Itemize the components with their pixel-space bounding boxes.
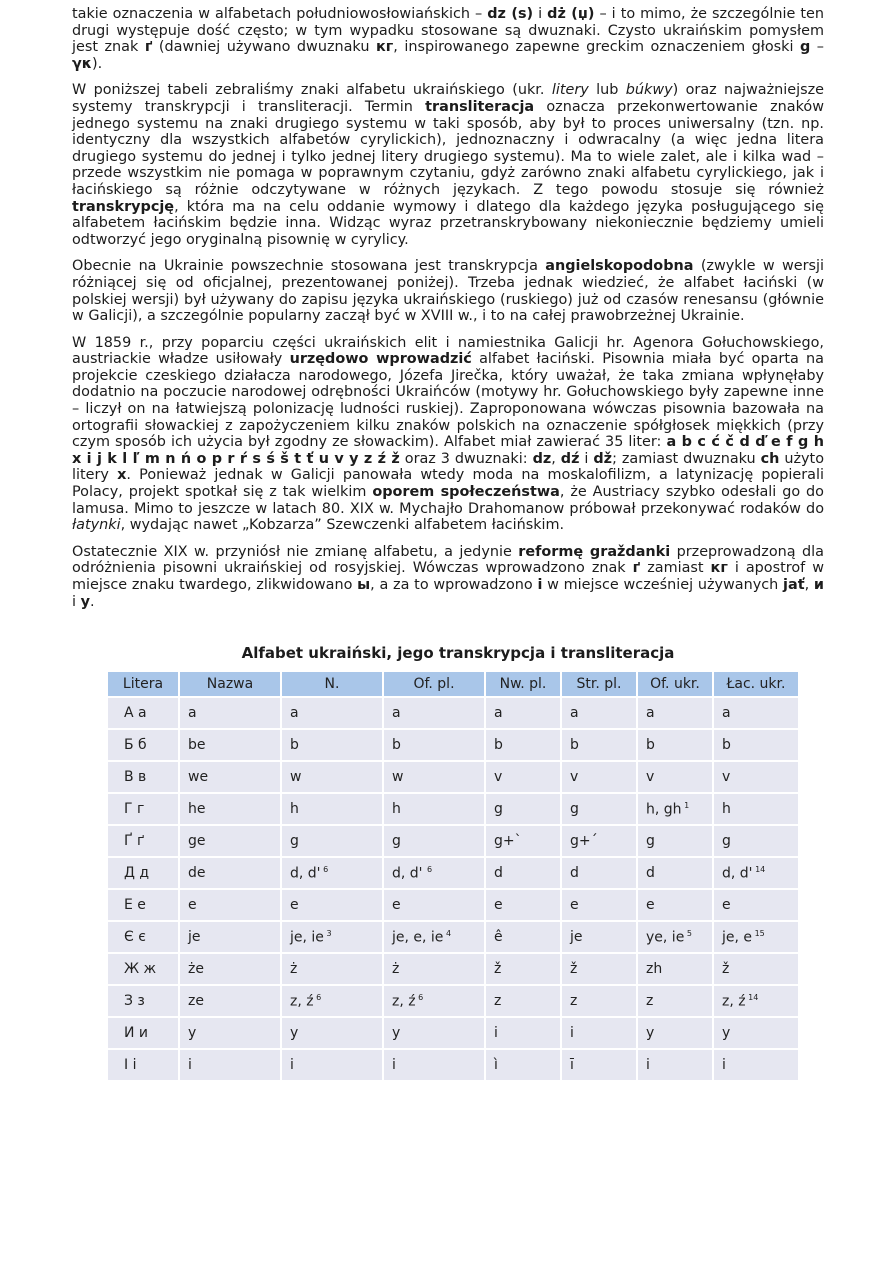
footnote-ref: 14 <box>752 864 766 874</box>
italic-text: búkwy <box>625 82 673 99</box>
text-run: Obecnie na Ukrainie powszechnie stosowana jest transkrypcja <box>72 258 546 275</box>
text-run: ; zamiast dwuznaku <box>612 450 761 467</box>
table-cell <box>180 1018 280 1048</box>
table-cell <box>180 986 280 1016</box>
text-run: ) oraz najważniejsze systemy transkrypcji i transliteracji. Termin <box>72 82 825 115</box>
cell-text: e <box>570 897 579 914</box>
table-cell <box>108 922 178 952</box>
table-cell <box>282 826 382 856</box>
table-cell <box>282 1018 382 1048</box>
cell-text: d <box>494 865 503 882</box>
bold-text: a b c ć č d ď e f g h x i j k l ľ m n ń o p r ŕ s ś š t ť u v y z ź ž <box>72 434 824 467</box>
table-cell <box>562 826 636 856</box>
table-cell <box>108 730 178 760</box>
table-cell <box>714 730 798 760</box>
paragraph <box>72 544 824 610</box>
cell-text: g+` <box>494 833 522 850</box>
cell-text: je, ie <box>290 929 324 946</box>
cell-text: e <box>722 897 731 914</box>
table-cell <box>384 1050 484 1080</box>
cell-text: ge <box>188 833 206 850</box>
body-text <box>72 6 824 610</box>
footnote-ref: 1 <box>681 800 690 810</box>
table-cell <box>638 890 712 920</box>
table-cell <box>714 1050 798 1080</box>
cell-text: e <box>290 897 299 914</box>
bold-text: кг <box>375 39 394 56</box>
cell-text: v <box>494 769 503 786</box>
column-header: N. <box>282 672 382 696</box>
italic-text: litery <box>551 82 589 99</box>
cell-text: zh <box>646 961 663 978</box>
cell-text: de <box>188 865 206 882</box>
text-run: (dawniej używano dwuznaku <box>152 39 376 56</box>
table-row <box>108 762 798 792</box>
table-cell <box>486 1050 560 1080</box>
cell-text: И и <box>124 1025 149 1042</box>
cell-text: d, d' <box>290 865 321 882</box>
bold-text: oporem społeczeństwa <box>372 484 560 501</box>
table-cell <box>562 922 636 952</box>
table-row <box>108 922 798 952</box>
cell-text: h <box>722 801 731 818</box>
table-row <box>108 890 798 920</box>
cell-text: g <box>392 833 401 850</box>
table-cell <box>638 730 712 760</box>
cell-text: А а <box>124 705 147 722</box>
cell-text: i <box>392 1057 396 1074</box>
table-cell <box>108 858 178 888</box>
table-cell <box>282 858 382 888</box>
table-cell <box>486 922 560 952</box>
cell-text: g <box>646 833 655 850</box>
table-cell <box>638 954 712 984</box>
bold-text: ґ <box>632 560 641 577</box>
table-cell <box>282 922 382 952</box>
cell-text: ż <box>290 961 298 978</box>
table-cell <box>714 890 798 920</box>
bold-text: urzędowo wprowadzić <box>289 351 472 368</box>
text-run: i <box>579 450 594 467</box>
cell-text: z, ź <box>290 993 314 1010</box>
cell-text: g <box>722 833 731 850</box>
footnote-ref: 6 <box>320 864 329 874</box>
footnote-ref: 4 <box>443 928 452 938</box>
table-cell <box>562 1050 636 1080</box>
table-cell <box>486 986 560 1016</box>
table-title: Alfabet ukraiński, jego transkrypcja i transliteracja <box>241 644 675 663</box>
table-cell <box>282 698 382 728</box>
cell-text: je, e <box>722 929 753 946</box>
table-row <box>108 986 798 1016</box>
text-run: , <box>804 577 814 593</box>
text-run: , która ma na celu oddanie wymowy i dlatego dla każdego języka posługującego się alfabetem łacińskim będzie inna. Widząc wyraz przetranskrybowany niekoniecznie będziemy umieli odtworzyć jego oryginalną pisownię w cyrylicy. <box>72 198 824 248</box>
cell-text: y <box>722 1025 731 1042</box>
cell-text: g <box>290 833 299 850</box>
cell-text: Г г <box>124 801 145 818</box>
table-cell <box>562 730 636 760</box>
table-cell <box>180 922 280 952</box>
table-cell <box>714 858 798 888</box>
table-cell <box>562 794 636 824</box>
table-cell <box>384 730 484 760</box>
table-cell <box>486 826 560 856</box>
table-cell <box>562 986 636 1016</box>
table-cell <box>282 1050 382 1080</box>
table-cell <box>562 762 636 792</box>
table-cell <box>486 762 560 792</box>
table-row <box>108 794 798 824</box>
cell-text: i <box>570 1025 574 1042</box>
text-run: , a za to wprowadzono <box>370 577 538 593</box>
table-cell <box>180 730 280 760</box>
text-run: (zwykle w wersji różniącej się od oficjalnej, prezentowanej poniżej). Trzeba jednak wiedzieć, że alfabet łaciński (w polskiej wersji) był używany do zapisu języka ukraińskiego (ruskiego) już od czasów renesansu (głównie w Galicji), a szczególnie popularny zaczął być w XVIII w., i to na całej prawobrzeżnej Ukrainie. <box>72 258 824 325</box>
cell-text: a <box>646 705 655 722</box>
column-header: Łac. ukr. <box>714 672 798 696</box>
table-cell <box>384 698 484 728</box>
cell-text: y <box>188 1025 197 1042</box>
table-cell <box>562 1018 636 1048</box>
table-body <box>108 698 798 1080</box>
paragraph <box>72 335 824 534</box>
cell-text: v <box>646 769 655 786</box>
table-cell <box>282 890 382 920</box>
cell-text: d <box>570 865 579 882</box>
footnote-ref: 14 <box>745 992 759 1002</box>
table-row <box>108 1050 798 1080</box>
cell-text: З з <box>124 993 145 1010</box>
text-run: . <box>89 593 95 610</box>
cell-text: ye, ie <box>646 929 685 946</box>
cell-text: y <box>646 1025 655 1042</box>
table-cell <box>108 762 178 792</box>
table-cell <box>486 890 560 920</box>
footnote-ref: 5 <box>684 928 692 938</box>
table-cell <box>714 698 798 728</box>
cell-text: h <box>290 801 299 818</box>
cell-text: e <box>646 897 655 914</box>
table-cell <box>384 890 484 920</box>
table-row <box>108 826 798 856</box>
text-run: alfabet łaciński. Pisownia miała być oparta na projekcie czeskiego działacza narodowego, Józefa Jirečka, który uważał, że taka zmiana wpłynęłaby dodatnio na poczucie narodowej odrębności Ukraińców (motywy hr. Gołuchowskiego były zapewne inne – liczył on na łatwiejszą polonizację ludności ruskiej). Zaproponowana wówczas pisownia bazowała na ortografii słowackiej z zapożyczeniem kilku znaków polskich na oznaczenie spółgłosek miękkich (przy czym sposób ich użycia był zgodny ze słowackim). Alfabet miał zawierać 35 liter: <box>72 351 824 451</box>
text-run: W poniższej tabeli zebraliśmy znaki alfabetu ukraińskiego (ukr. <box>72 82 552 99</box>
cell-text: В в <box>124 769 147 786</box>
text-run: . Ponieważ jednak w Galicji panowała wtedy moda na moskalofilizm, a latynizację popierali Polacy, projekt spotkał się z tak wielkim <box>72 467 824 501</box>
document-page <box>72 6 824 1082</box>
bold-text: reformę graždanki <box>518 543 671 560</box>
table-cell <box>180 794 280 824</box>
cell-text: a <box>392 705 401 722</box>
cell-text: e <box>494 897 503 914</box>
cell-text: y <box>392 1025 401 1042</box>
italic-text: łatynki <box>72 517 121 534</box>
paragraph <box>72 258 824 324</box>
table-cell <box>562 890 636 920</box>
table-cell <box>638 1018 712 1048</box>
table-cell <box>562 698 636 728</box>
text-run: ). <box>92 55 103 72</box>
bold-text: и <box>813 577 824 593</box>
table-row <box>108 858 798 888</box>
text-run: i apostrof w miejsce znaku twardego, zlikwidowano <box>72 560 824 593</box>
table-cell <box>714 922 798 952</box>
table-cell <box>282 730 382 760</box>
table-cell <box>108 826 178 856</box>
table-cell <box>180 858 280 888</box>
table-cell <box>384 922 484 952</box>
table-cell <box>638 986 712 1016</box>
cell-text: d, d' <box>392 865 427 882</box>
table-cell <box>108 698 178 728</box>
text-run: użyto litery <box>72 450 825 484</box>
cell-text: v <box>722 769 731 786</box>
footnote-ref: 15 <box>752 928 765 938</box>
table-cell <box>180 762 280 792</box>
cell-text: je <box>570 929 583 946</box>
bold-text: кг <box>710 560 728 577</box>
table-cell <box>714 1018 798 1048</box>
column-header: Str. pl. <box>562 672 636 696</box>
cell-text: Е е <box>124 897 146 914</box>
cell-text: w <box>290 769 302 786</box>
bold-text: y <box>80 593 90 610</box>
table-cell <box>638 794 712 824</box>
bold-text: і <box>537 577 543 593</box>
table-header-row <box>108 672 798 696</box>
text-run: , inspirowanego zapewne greckim oznaczeniem głoski <box>393 39 800 56</box>
bold-text: dž <box>593 450 613 467</box>
table-cell <box>108 794 178 824</box>
text-run: oraz 3 dwuznaki: <box>399 450 533 467</box>
bold-text: g <box>799 39 811 56</box>
text-run: Ostatecznie XIX w. przyniósł nie zmianę alfabetu, a jedynie <box>72 543 519 560</box>
cell-text: a <box>188 705 197 722</box>
cell-text: d <box>646 865 655 882</box>
column-header: Litera <box>108 672 178 696</box>
text-run: – <box>810 39 825 56</box>
table-cell <box>384 1018 484 1048</box>
paragraph <box>72 82 824 248</box>
table-cell <box>180 890 280 920</box>
table-cell <box>108 954 178 984</box>
text-run: , <box>551 450 561 467</box>
cell-text: ì <box>494 1057 498 1074</box>
cell-text: ž <box>570 961 578 978</box>
column-header: Nazwa <box>180 672 280 696</box>
text-run: W 1859 r., przy poparciu części ukraińskich elit i namiestnika Galicji hr. Agenora Gołuchowskiego, austriackie władze usiłowały <box>72 334 824 368</box>
table-cell <box>180 954 280 984</box>
cell-text: a <box>494 705 503 722</box>
cell-text: i <box>494 1025 498 1042</box>
cell-text: i <box>722 1057 726 1074</box>
alphabet-table <box>106 670 800 1082</box>
column-header: Of. pl. <box>384 672 484 696</box>
cell-text: Є є <box>124 929 146 946</box>
table-cell <box>108 1050 178 1080</box>
table-cell <box>384 762 484 792</box>
bold-text: transkrypcję <box>72 198 175 215</box>
table-cell <box>486 1018 560 1048</box>
cell-text: że <box>188 961 204 978</box>
cell-text: z, ź <box>392 993 416 1010</box>
cell-text: ž <box>494 961 502 978</box>
paragraph <box>72 6 824 72</box>
cell-text: ż <box>392 961 400 978</box>
text-run: zamiast <box>640 560 711 577</box>
table-cell <box>486 794 560 824</box>
table-row <box>108 1018 798 1048</box>
cell-text: h, gh <box>646 801 682 818</box>
text-run: , że Austriacy szybko odesłali go do lamusa. Mimo to jeszcze w latach 80. XIX w. Mychajło Drahomanow próbował przekonywać rodaków do <box>72 484 824 517</box>
table-cell <box>714 986 798 1016</box>
footnote-ref: 6 <box>415 992 424 1002</box>
table-cell <box>282 762 382 792</box>
cell-text: g+´ <box>570 833 598 850</box>
cell-text: je, e, ie <box>392 929 444 946</box>
table-cell <box>486 858 560 888</box>
bold-text: jať <box>783 577 805 593</box>
table-cell <box>562 858 636 888</box>
cell-text: b <box>392 737 401 754</box>
cell-text: i <box>646 1057 650 1074</box>
table-cell <box>714 794 798 824</box>
table-cell <box>180 698 280 728</box>
table-cell <box>714 762 798 792</box>
table-cell <box>638 1050 712 1080</box>
bold-text: x <box>117 467 127 484</box>
cell-text: z <box>494 993 502 1010</box>
cell-text: z, ź <box>722 993 746 1010</box>
table-cell <box>180 826 280 856</box>
table-cell <box>714 826 798 856</box>
cell-text: ž <box>722 961 730 978</box>
text-run: , wydając nawet „Kobzarza” Szewczenki alfabetem łacińskim. <box>120 517 565 534</box>
bold-text: dz <box>532 450 552 467</box>
table-cell <box>282 954 382 984</box>
column-header: Nw. pl. <box>486 672 560 696</box>
cell-text: z <box>570 993 578 1010</box>
table-cell <box>108 986 178 1016</box>
bold-text: γκ <box>72 55 93 72</box>
bold-text: ґ <box>144 39 153 56</box>
cell-text: y <box>290 1025 299 1042</box>
cell-text: b <box>722 737 731 754</box>
table-cell <box>384 826 484 856</box>
table-cell <box>384 858 484 888</box>
cell-text: e <box>188 897 197 914</box>
bold-text: dź <box>560 450 580 467</box>
text-run: i <box>72 593 81 610</box>
cell-text: be <box>188 737 206 754</box>
column-header: Of. ukr. <box>638 672 712 696</box>
cell-text: d, d' <box>722 865 753 882</box>
footnote-ref: 6 <box>426 864 433 874</box>
table-cell <box>282 986 382 1016</box>
cell-text: b <box>646 737 655 754</box>
bold-text: dz (s) <box>487 6 534 22</box>
cell-text: a <box>722 705 731 722</box>
table-cell <box>638 698 712 728</box>
cell-text: Ґ ґ <box>124 833 145 850</box>
table-cell <box>638 826 712 856</box>
cell-text: ze <box>188 993 204 1010</box>
table-cell <box>384 794 484 824</box>
text-run: przeprowadzoną dla odróżnienia pisowni ukraińskiej od rosyjskiej. Wówczas wprowadzono znak <box>72 543 824 577</box>
bold-text: angielskopodobna <box>545 258 694 275</box>
cell-text: i <box>290 1057 294 1074</box>
cell-text: e <box>392 897 401 914</box>
table-cell <box>384 986 484 1016</box>
text-run: lub <box>588 82 626 99</box>
cell-text: g <box>570 801 579 818</box>
cell-text: Д д <box>124 865 150 882</box>
cell-text: ê <box>494 929 503 946</box>
text-run: – i to mimo, że szczególnie ten drugi występuje dość często; w tym wypadku stosowane są dwuznaki. Czysto ukraińskim pomysłem jest znak <box>72 6 824 56</box>
cell-text: Б б <box>124 737 147 754</box>
bold-text: ы <box>357 577 371 593</box>
cell-text: І і <box>124 1057 137 1074</box>
bold-text: ch <box>760 450 780 467</box>
table-cell <box>638 858 712 888</box>
footnote-ref: 3 <box>323 928 332 938</box>
cell-text: b <box>570 737 579 754</box>
table-row <box>108 954 798 984</box>
table-cell <box>638 922 712 952</box>
table-cell <box>108 1018 178 1048</box>
table-cell <box>562 954 636 984</box>
cell-text: Ж ж <box>124 961 157 978</box>
cell-text: b <box>290 737 299 754</box>
table-cell <box>486 698 560 728</box>
cell-text: we <box>188 769 209 786</box>
table-cell <box>638 762 712 792</box>
cell-text: i <box>188 1057 192 1074</box>
table-cell <box>180 1050 280 1080</box>
cell-text: ī <box>570 1057 574 1074</box>
text-run: w miejsce wcześniej używanych <box>542 577 784 593</box>
cell-text: je <box>188 929 201 946</box>
cell-text: b <box>494 737 503 754</box>
cell-text: h <box>392 801 401 818</box>
cell-text: w <box>392 769 404 786</box>
bold-text: transliteracja <box>425 98 535 115</box>
cell-text: he <box>188 801 206 818</box>
cell-text: a <box>570 705 579 722</box>
text-run: takie oznaczenia w alfabetach południowosłowiańskich – <box>72 6 488 22</box>
table-row <box>108 730 798 760</box>
cell-text: z <box>646 993 654 1010</box>
table-cell <box>486 730 560 760</box>
table-cell <box>714 954 798 984</box>
footnote-ref: 6 <box>313 992 322 1002</box>
text-run: oznacza przekonwertowanie znaków jednego systemu na znaki drugiego systemu w taki sposób, aby był to proces uniwersalny (tzn. np. identyczny dla wszystkich alfabetów cyrylickich), jednoznaczny i odwracalny (a więc jedna litera drugiego systemu do jednej i tylko jednej litery drugiego systemu). Ma to wiele zalet, ale i kilka wad – przede wszystkim nie pomaga w poprawnym czytaniu, gdyż zarówno znaki alfabetu cyrylickiego, jak i łacińskiego są różnie odczytywane w różnych językach. Z tego powodu stosuje się również <box>72 98 824 198</box>
cell-text: g <box>494 801 503 818</box>
table-cell <box>282 794 382 824</box>
table-cell <box>384 954 484 984</box>
table-cell <box>486 954 560 984</box>
bold-text: dż (џ) <box>547 6 595 22</box>
cell-text: v <box>570 769 579 786</box>
table-row <box>108 698 798 728</box>
text-run: i <box>533 6 548 22</box>
table-cell <box>108 890 178 920</box>
cell-text: a <box>290 705 299 722</box>
